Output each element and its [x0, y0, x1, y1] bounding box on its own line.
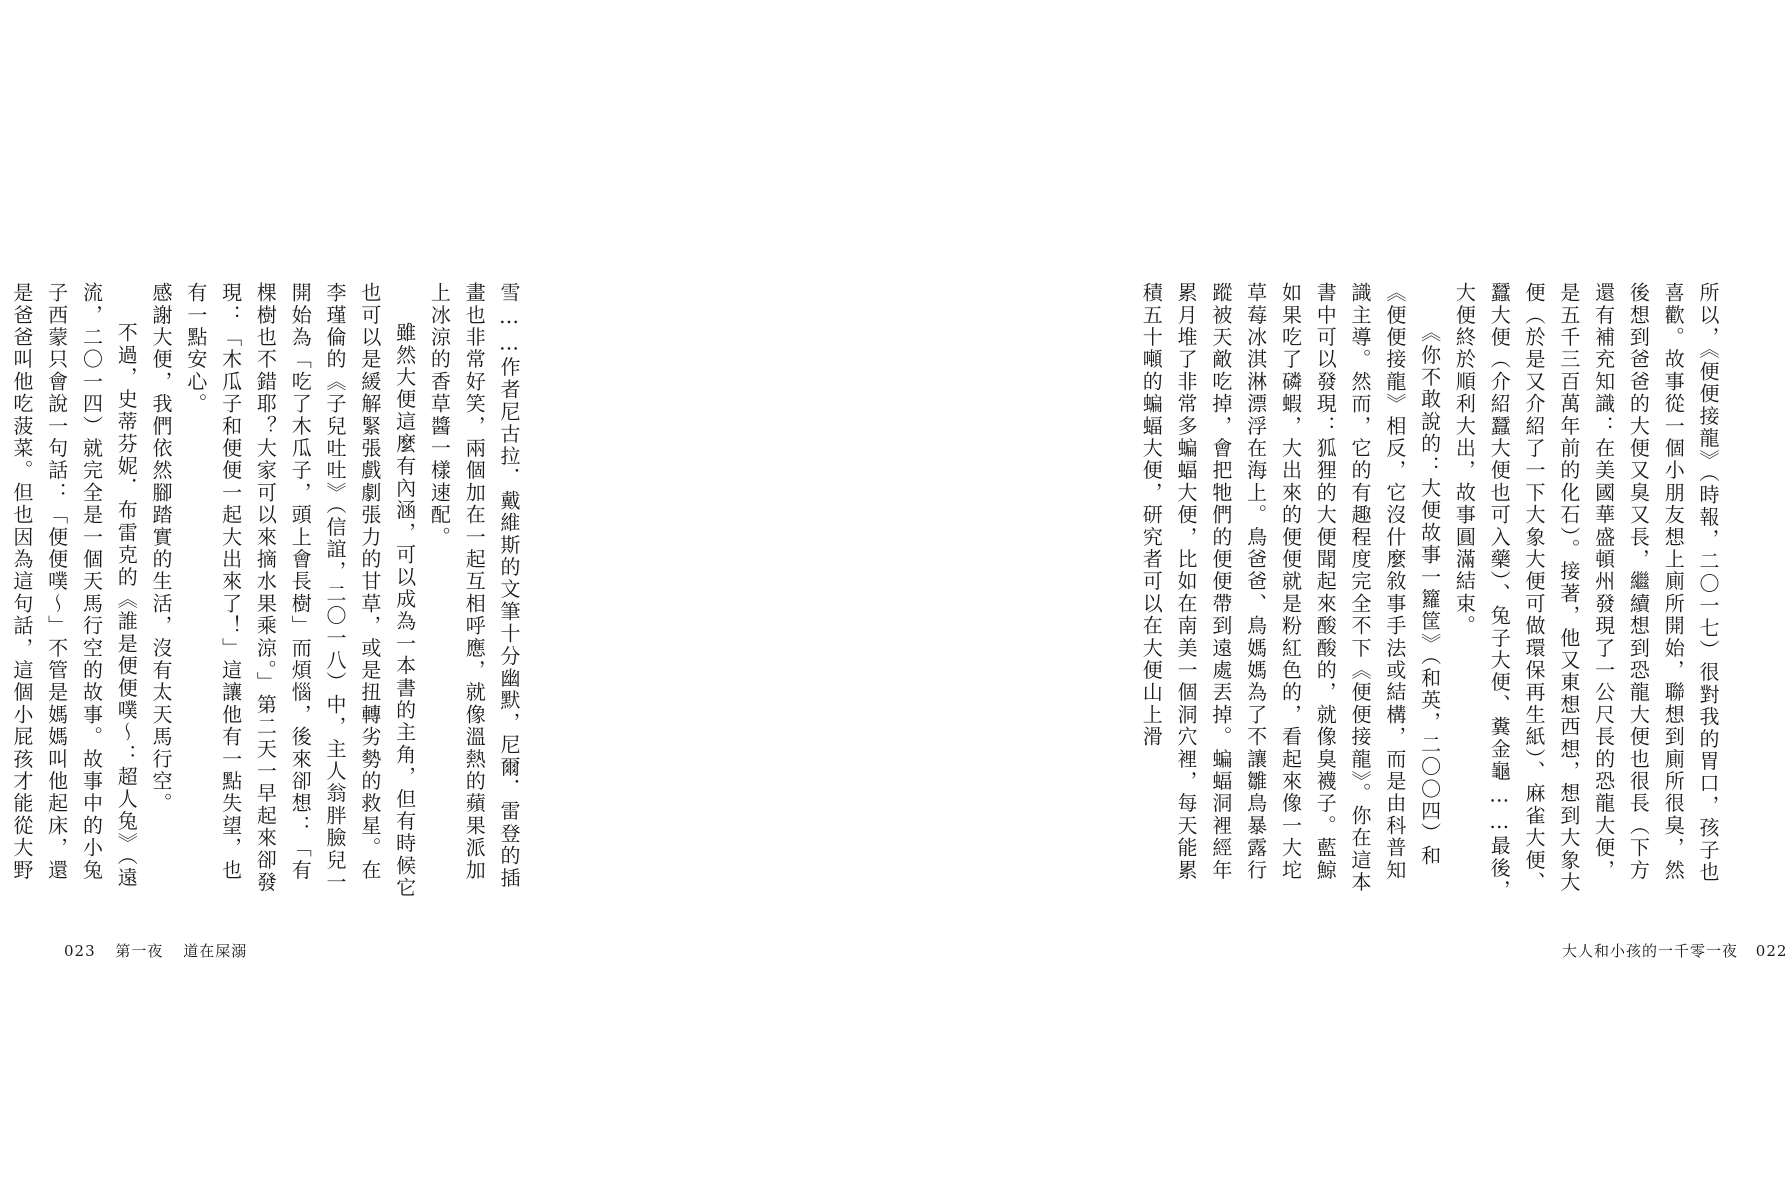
chapter-title: 道在屎溺 — [183, 942, 248, 960]
paragraph: 不過，史蒂芬妮．布雷克的《誰是便便噗～：超人兔》（遠流，二〇一四）就完全是一個天馬行空的故事。故事中的小兔子西蒙只會說一句話：「便便噗～」不管是媽媽叫他起床，還是爸爸叫他吃菠菜。但也因為這句話，這個小屁孩才能從大野 — [9, 282, 139, 890]
page-number: 022 — [1755, 942, 1787, 960]
paragraph: 雖然大便這麼有內涵，可以成為一本書的主角，但有時候它也可以是緩解緊張戲劇張力的甘草，或是扭轉劣勢的救星。在李瑾倫的《子兒吐吐》（信誼，二〇一八）中，主人翁胖臉兒一開始為「吃了木瓜子，頭上會長樹」而煩惱，後來卻想：「有棵樹也不錯耶？大家可以來摘水果乘涼。」第二天一早起來卻發現：「木瓜子和便便一起大出來了！」這讓他有一點失望，也有一點安心。 — [183, 282, 417, 900]
paragraph: 雪……作者尼古拉．戴維斯的文筆十分幽默，尼爾．雷登的插畫也非常好笑，兩個加在一起互相呼應，就像溫熱的蘋果派加上冰涼的香草醬一樣速配。 — [427, 282, 521, 890]
paragraph: 《你不敢說的：大便故事一籮筐》（和英，二〇〇四）和《便便接龍》相反，它沒什麼敘事手法或結構，而是由科普知識主導。然而，它的有趣程度完全不下《便便接龍》。你在這本書中可以發現：狐狸的大便聞起來酸酸的，就像臭襪子。藍鯨如果吃了磷蝦，大出來的便便就是粉紅色的，看起來像一大坨草莓冰淇淋漂浮在海上。鳥爸爸、鳥媽媽為了不讓雛鳥暴露行蹤被天敵吃掉，會把牠們的便便帶到遠處丟掉。蝙蝠洞裡經年累月堆了非常多蝙蝠大便，比如在南美一個洞穴裡，每天能累積五十噸的蝙蝠大便，研究者可以在大便山上滑 — [1139, 282, 1442, 894]
page-number: 023 — [64, 942, 96, 960]
left-page-footer — [64, 940, 261, 961]
left-page — [0, 0, 600, 1200]
right-page-footer — [1550, 940, 1787, 961]
right-page — [600, 0, 1787, 1200]
book-title: 大人和小孩的一千零一夜 — [1562, 942, 1739, 960]
paragraph: 感謝大便，我們依然腳踏實的生活，沒有太天馬行空。 — [149, 282, 174, 815]
left-text-block — [9, 282, 526, 902]
paragraph: 所以，《便便接龍》（時報，二〇一七）很對我的胃口，孩子也喜歡。故事從一個小朋友想上廁所開始，聯想到廁所很臭，然後想到爸爸的大便又臭又長，繼續想到恐龍大便也很長（下方還有補充知識：在美國華盛頓州發現了一公尺長的恐龍大便，是五千三百萬年前的化石）。接著，他又東想西想，想到大象大便（於是又介紹了一下大象大便可做環保再生紙）、麻雀大便、蠶大便（介紹蠶大便也可入藥）、兔子大便、糞金龜……最後，大便終於順利大出，故事圓滿結束。 — [1452, 282, 1720, 902]
chapter-label: 第一夜 — [115, 942, 164, 960]
right-text-block — [1139, 282, 1725, 902]
